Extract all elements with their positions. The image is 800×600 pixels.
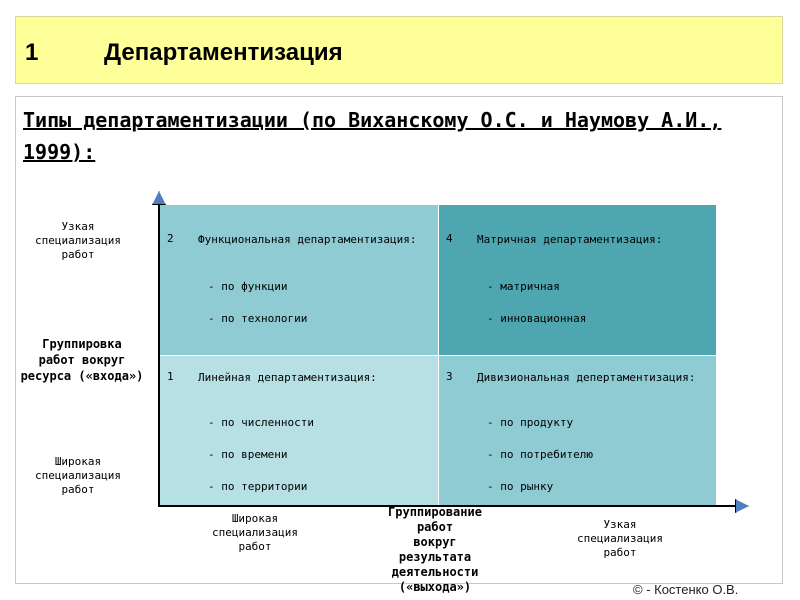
title-bar [15,16,783,84]
cell-items [487,416,593,512]
cell-item: - по рынку [487,480,554,493]
x-axis-left-label: Широкая специализация работ [211,512,299,553]
cell-items [487,280,586,344]
cell-items [208,280,307,344]
cell-heading: Матричная департаментизация: [477,233,663,246]
cell-heading: Функциональная департаментизация: [198,233,417,246]
cell-heading: Линейная департаментизация: [198,371,377,384]
cell-functional [160,205,438,355]
subtitle: Типы департаментизации (по Виханскому О.С. и Наумову А.И., 1999): [23,108,722,164]
cell-number: 2 [167,232,174,245]
cell-number: 4 [446,232,453,245]
y-axis-title: Группировка работ вокруг ресурса («входа») [20,337,144,383]
cell-item: - матричная [487,280,560,293]
x-axis-right-label: Узкая специализация работ [576,518,664,559]
cell-item: - по технологии [208,312,308,325]
section-number: 1 [25,39,39,66]
cell-number: 1 [167,370,174,383]
y-axis-line [158,197,160,507]
cell-heading: Дивизиональная депертаментизация: [477,371,696,384]
page-title: Департаментизация [104,39,343,66]
cell-items [208,416,314,512]
cell-item: - по потребителю [487,448,593,461]
cell-linear [160,356,438,505]
cell-item: - по территории [208,480,308,493]
copyright: © - Костенко О.В. [633,582,739,597]
cell-number: 3 [446,370,453,383]
x-axis-title: Группирование работ вокруг результата деятельности («выхода») [388,505,482,594]
cell-divisional [439,356,716,505]
y-axis-bottom-label: Широкая специализация работ [34,455,122,496]
cell-item: - инновационная [487,312,587,325]
cell-matrix [439,205,716,355]
cell-item: - по функции [208,280,288,293]
cell-item: - по численности [208,416,314,429]
cell-item: - по времени [208,448,288,461]
y-axis-top-label: Узкая специализация работ [34,220,122,261]
cell-item: - по продукту [487,416,574,429]
